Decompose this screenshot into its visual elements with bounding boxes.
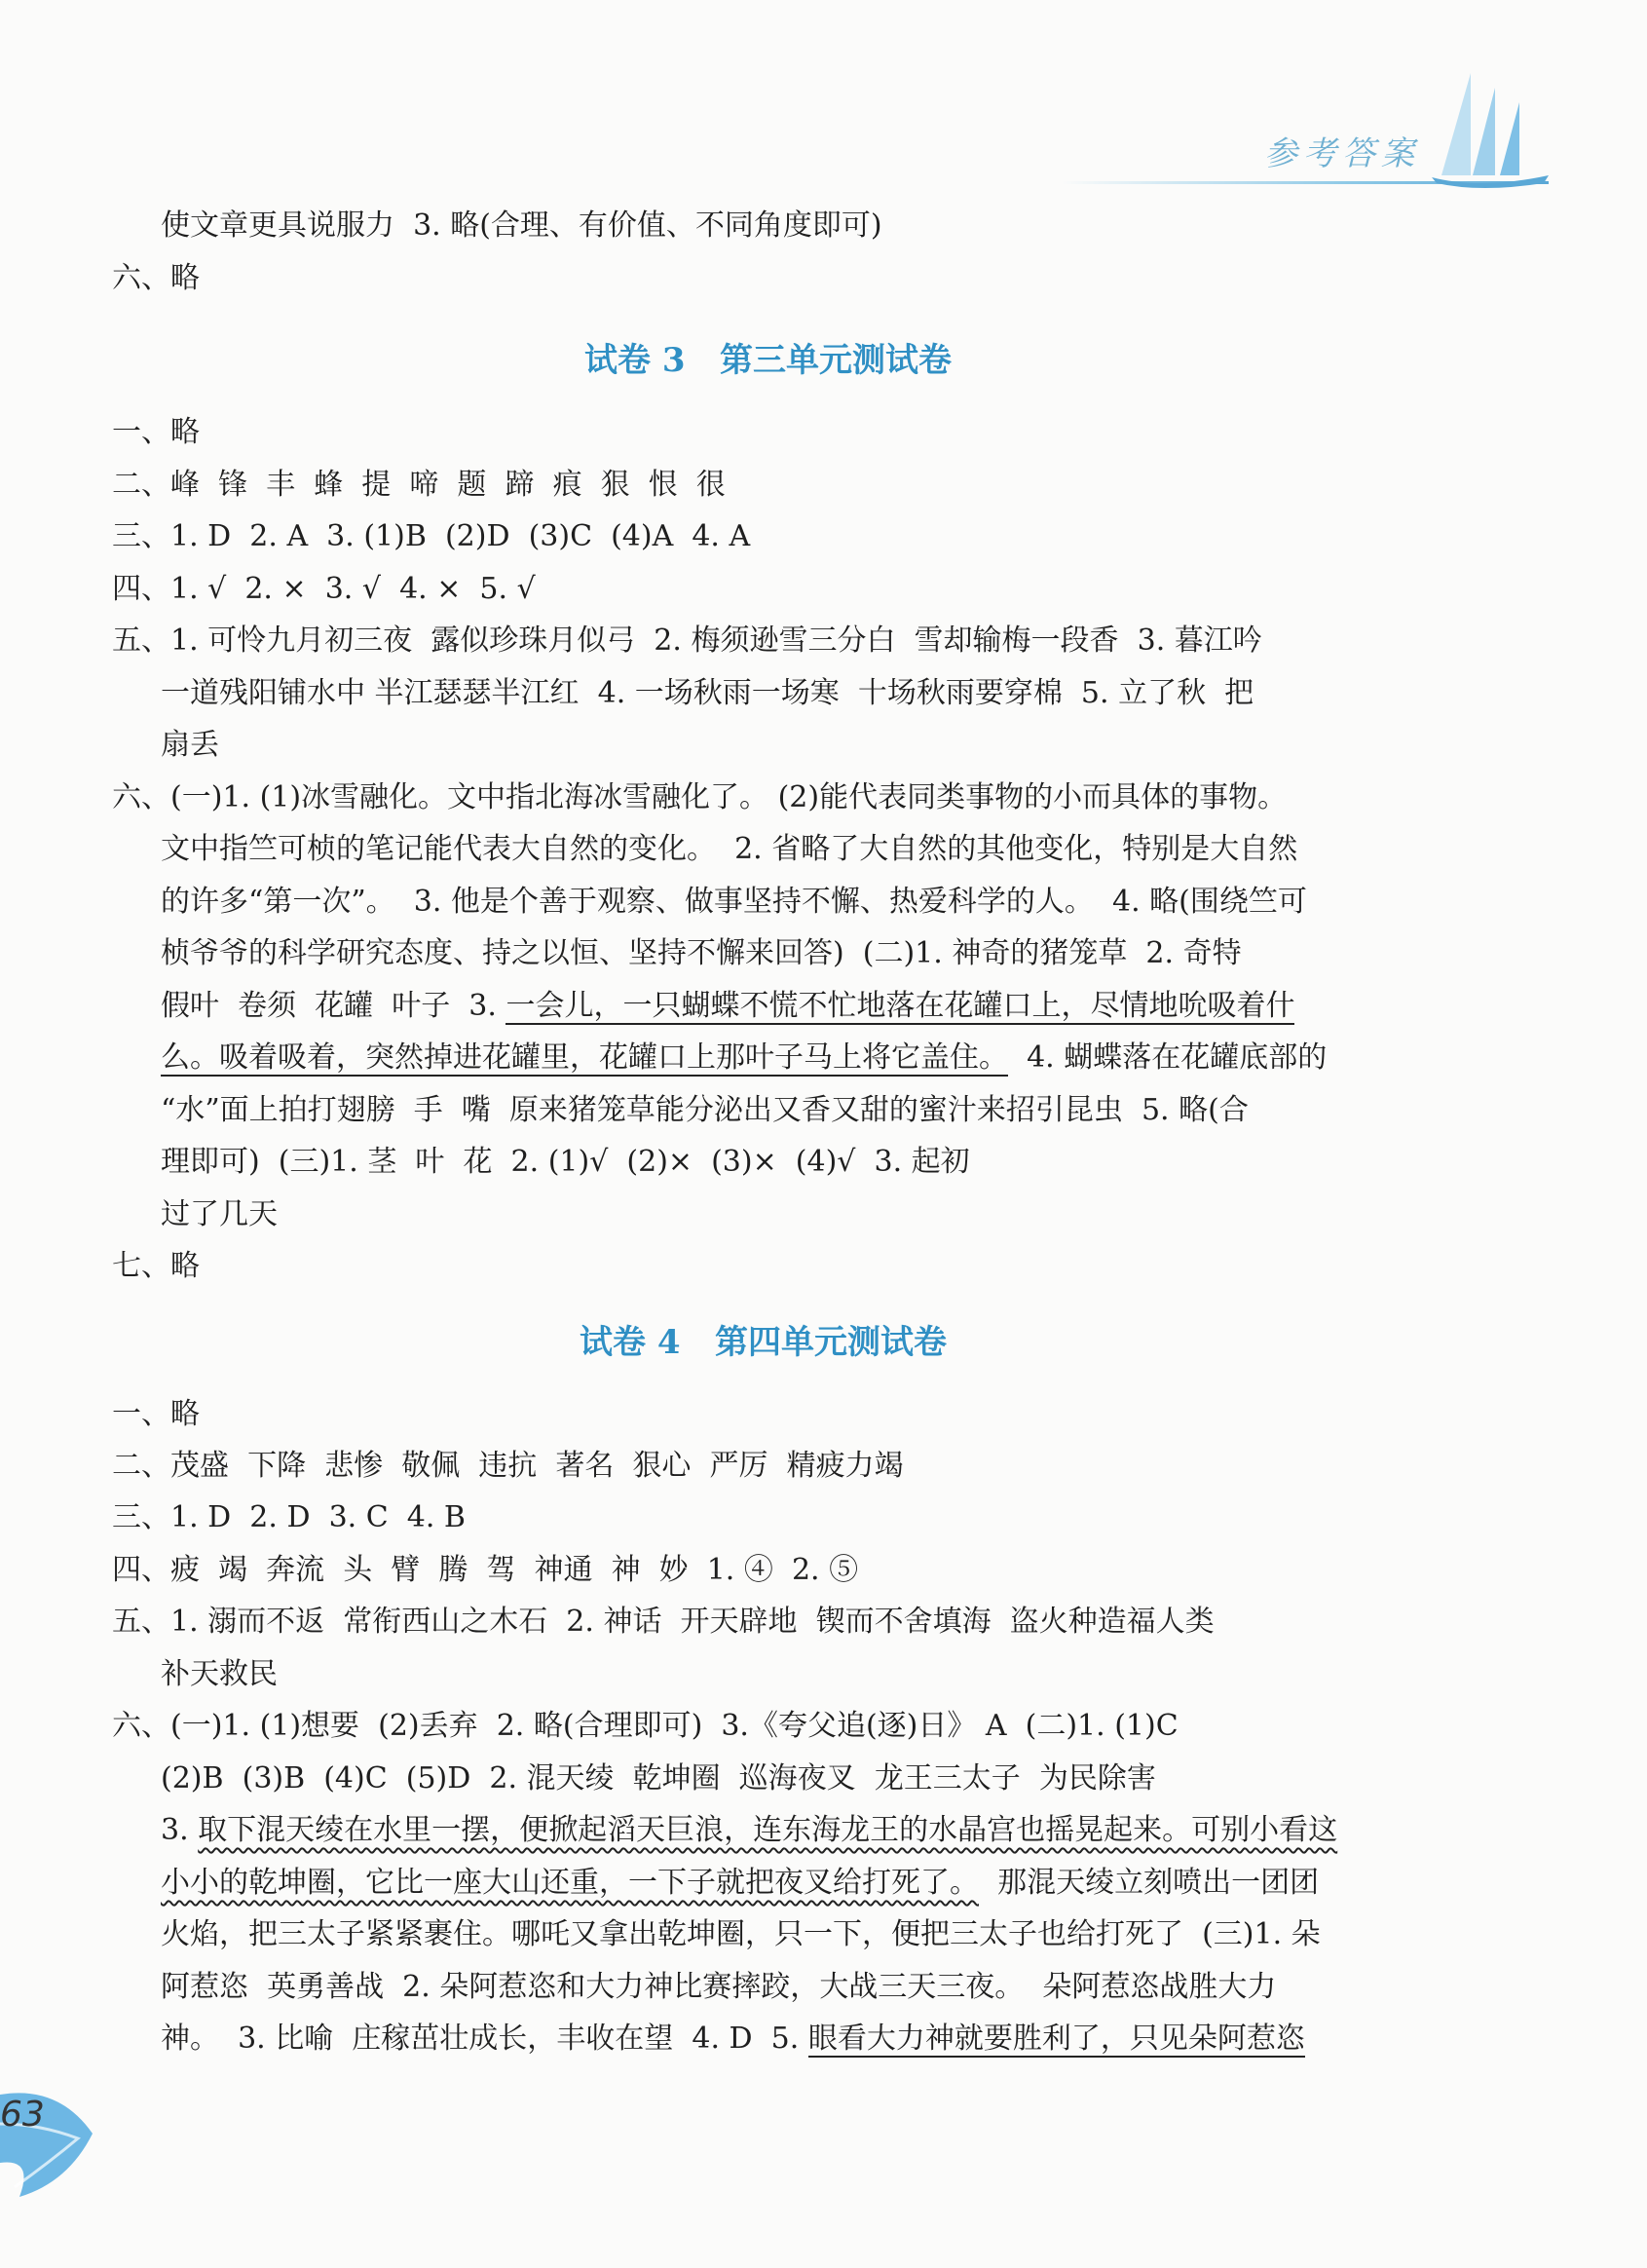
answer-line <box>161 1039 1327 1077</box>
wavy-underlined-quote: 小小的乾坤圈，它比一座大山还重，一下子就把夜叉给打死了。 <box>161 1866 979 1900</box>
answer-text: 3. <box>161 1813 199 1847</box>
answer-line: 三、1. D 2. D 3. C 4. B <box>112 1500 466 1534</box>
answer-line: 五、1. 可怜九月初三夜 露似珍珠月似弓 2. 梅须逊雪三分白 雪却输梅一段香 3. 暮江吟 <box>112 624 1262 658</box>
wavy-underlined-quote: 取下混天绫在水里一摆，便掀起滔天巨浪，连东海龙王的水晶宫也摇晃起来。可别小看这 <box>198 1813 1338 1847</box>
answer-line: “水”面上拍打翅膀 手 嘴 原来猪笼草能分泌出又香又甜的蜜汁来招引昆虫 5. 略(合 <box>161 1093 1249 1127</box>
answer-line: 的许多“第一次”。 3. 他是个善于观察、做事坚持不懈、热爱科学的人。 4. 略(围绕竺可 <box>161 885 1307 919</box>
page-number: 63 <box>0 2095 45 2135</box>
answer-line: 扇丢 <box>161 728 219 762</box>
answer-line: 六、(一)1. (1)冰雪融化。文中指北海冰雪融化了。 (2)能代表同类事物的小而具体的事物。 <box>112 780 1288 814</box>
answer-line: 火焰，把三太子紧紧裹住。哪吒又拿出乾坤圈，只一下，便把三太子也给打死了 (三)1. 朵 <box>161 1917 1321 1951</box>
answer-line: 文中指竺可桢的笔记能代表大自然的变化。 2. 省略了大自然的其他变化，特别是大自然 <box>161 832 1298 866</box>
header-label: 参考答案 <box>1264 134 1420 173</box>
answer-line: 使文章更具说服力 3. 略(合理、有价值、不同角度即可) <box>161 208 882 243</box>
section-title: 试卷 3 第三单元测试卷 <box>584 341 953 380</box>
answer-line: 一、略 <box>112 415 200 449</box>
answer-line: 四、疲 竭 奔流 头 臂 腾 驾 神通 神 妙 1. ④ 2. ⑤ <box>112 1553 859 1587</box>
underlined-quote: 眼看大力神就要胜利了，只见朵阿惹恣 <box>807 2022 1305 2056</box>
answer-line: 一、略 <box>112 1397 200 1431</box>
answer-line: 六、(一)1. (1)想要 (2)丢弃 2. 略(合理即可) 3.《夸父追(逐)日》 A (二)1. (1)C <box>112 1709 1179 1743</box>
answer-text: 假叶 卷须 花罐 叶子 3. <box>161 989 506 1023</box>
answer-line: 理即可) (三)1. 茎 叶 花 2. (1)√ (2)× (3)× (4)√ 3. 起初 <box>161 1145 970 1179</box>
answer-line: 二、茂盛 下降 悲惨 敬佩 违抗 著名 狠心 严厉 精疲力竭 <box>112 1449 904 1483</box>
answer-line: 四、1. √ 2. × 3. √ 4. × 5. √ <box>112 572 536 606</box>
answer-line: 过了几天 <box>161 1197 278 1231</box>
answer-line: 二、峰 锋 丰 蜂 提 啼 题 蹄 痕 狠 恨 很 <box>112 468 726 502</box>
answer-text: 4. 蝴蝶落在花罐底部的 <box>1008 1040 1328 1075</box>
answer-line <box>161 1864 1319 1903</box>
answer-line <box>161 2020 1305 2059</box>
answer-text: 神。 3. 比喻 庄稼茁壮成长，丰收在望 4. D 5. <box>161 2022 808 2056</box>
answer-line: 五、1. 溺而不返 常衔西山之木石 2. 神话 开天辟地 锲而不舍填海 盗火种造福人类 <box>112 1605 1215 1639</box>
sailboat-icon <box>1403 68 1558 190</box>
answer-line <box>161 1811 1337 1850</box>
answer-line: 一道残阳铺水中 半江瑟瑟半江红 4. 一场秋雨一场寒 十场秋雨要穿棉 5. 立了秋 把 <box>161 676 1254 710</box>
underlined-quote: 一会儿，一只蝴蝶不慌不忙地落在花罐口上，尽情地吮吸着什 <box>505 989 1295 1023</box>
answer-line <box>161 987 1294 1026</box>
answer-line: 桢爷爷的科学研究态度、持之以恒、坚持不懈来回答) (二)1. 神奇的猪笼草 2. 奇特 <box>161 936 1242 970</box>
answer-line: 六、略 <box>112 261 200 295</box>
answer-line: 三、1. D 2. A 3. (1)B (2)D (3)C (4)A 4. A <box>112 519 751 553</box>
answer-line: (2)B (3)B (4)C (5)D 2. 混天绫 乾坤圈 巡海夜叉 龙王三太子 为民除害 <box>161 1761 1156 1796</box>
answer-text: 那混天绫立刻喷出一团团 <box>979 1866 1320 1900</box>
answer-line: 阿惹恣 英勇善战 2. 朵阿惹恣和大力神比赛摔跤，大战三天三夜。 朵阿惹恣战胜大力 <box>161 1970 1277 2004</box>
underlined-quote: 么。吸着吸着，突然掉进花罐里，花罐口上那叶子马上将它盖住。 <box>161 1040 1008 1075</box>
answer-line: 七、略 <box>112 1249 200 1283</box>
section-title: 试卷 4 第四单元测试卷 <box>580 1323 948 1362</box>
answer-line: 补天救民 <box>161 1657 278 1691</box>
